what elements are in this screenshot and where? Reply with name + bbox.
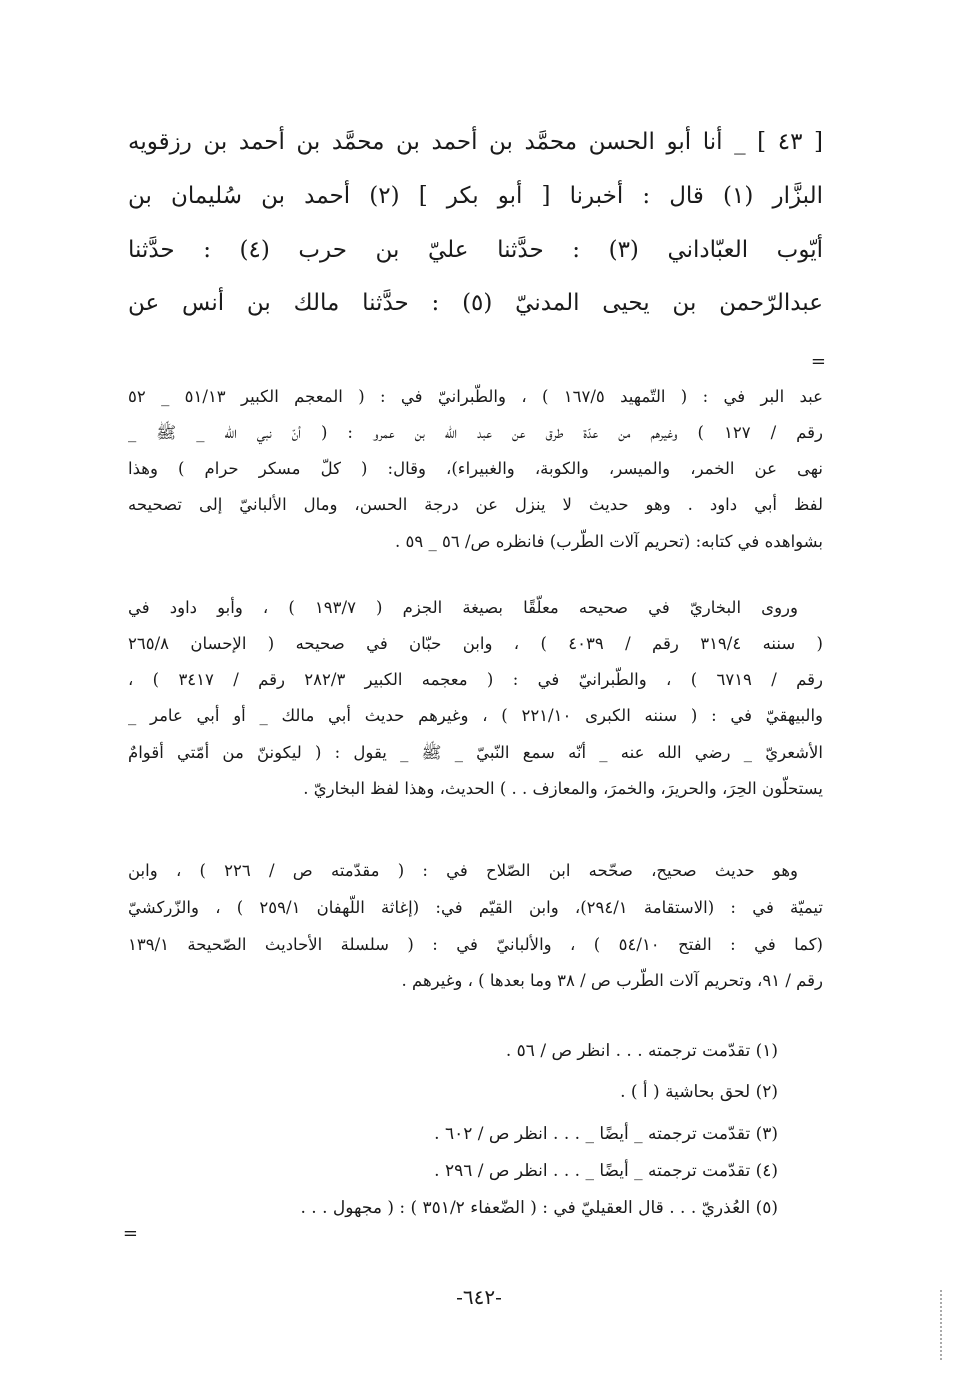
footnote-para2-line-5: الأشعريّ _ رضي الله عنه _ أنّه سمع النّبيّ _ ﷺ _ يقول : ( ليكوننّ من أمّتي أقوامٌ [128,743,823,762]
footnote-para3-line-4: رقم / ٩١، وتحريم آلات الطّرب ص / ٣٨ وما بعدها ) ، وغيرهم . [401,971,823,990]
main-text-line-3: أيّوب العبّاداني (٣) : حدَّثنا عليّ بن حرب (٤) : حدَّثنا [128,237,823,263]
footnote-continuation-line-3: نهى عن الخمر، والميسر، والكوبة، والغبيراء)، وقال: ( كلّ مسكر حرام ) وهذا [128,459,823,478]
main-text-line-4: عبدالرّحمن بن يحيى المدنيّ (٥) : حدَّثنا مالك بن أنس عن [128,290,823,316]
footnote-para3-line-3: (كما في : الفتح ٥٤/١٠ ) ، والألبانيّ في : ( سلسلة الأحاديث الصّحيحة ١٣٩/١ [128,935,823,954]
footnote-para2-line-4: والبيهقيّ في : ( سننه الكبرى ٢٢١/١٠ ) ، وغيرهم حديث أبي مالك _ أو أبي عامر _ [128,706,823,725]
footnote-2: (٢) لحق بحاشية ( أ ) . [620,1082,778,1102]
footnote-para3-line-1: وهو حديث صحيح، صحّحه ابن الصّلاح في : ( مقدّمته ص / ٢٢٦ ) ، وابن [128,861,798,880]
footnote-3: (٣) تقدّمت ترجمته _ أيضًا _ . . . انظر ص / ٦٠٢ . [434,1124,778,1144]
footnote-1: (١) تقدّمت ترجمته . . . انظر ص / ٥٦ . [505,1041,778,1061]
footnote-para2-line-1: وروى البخاريّ في صحيحه معلّقًا بصيغة الجزم ( ١٩٣/٧ ) ، وأبو داود في [128,598,798,617]
footnote-para2-line-6: يستحلّون الحِرَ، والحريرَ، والخمرَ، والمعازف . . ) الحديث، وهذا لفظ البخاريّ . [303,779,823,798]
scan-edge-mark [940,1290,945,1360]
page-number: -٦٤٢- [456,1285,502,1309]
footnote-4: (٤) تقدّمت ترجمته _ أيضًا _ . . . انظر ص / ٢٩٦ . [434,1161,778,1181]
footnote-continuation-line-1: عبد البر في : ( التّمهيد ١٦٧/٥ ) ، والطّبرانيّ في : ( المعجم الكبير ٥١/١٣ _ ٥٢ [128,387,823,406]
footnote-5: (٥) العُذريّ . . . قال العقيليّ في : ( الضّعفاء ٣٥١/٢ ) : ( مجهول . . . [300,1198,778,1218]
footnote-continuation-line-4: لفظ أبي داود . وهو حديث لا ينزل عن درجة الحسن، ومال الألبانيّ إلى تصحيحه [128,495,823,514]
main-text-line-1: [ ٤٣ ] _ أنا أبو الحسن محمَّد بن أحمد بن محمَّد بن أحمد بن رزقويه [128,129,823,155]
main-text-line-2: البزَّار (١) قال : أخبرنا [ أبو بكر ] (٢) أحمد بن سُليمان بن [128,183,823,209]
footnote-para3-line-2: تيميّة في : (الاستقامة ٢٩٤/١)، وابن القيّم في: (إغاثة اللّهفان ٢٥٩/١ ) ، والزّركشيّ [128,898,823,917]
footnote-para2-line-3: رقم / ٦٧١٩ ) ، والطّبرانيّ في : ( معجمه الكبير ٢٨٢/٣ رقم / ٣٤١٧ ) ، [128,670,823,689]
continuation-marker-bottom: = [122,1223,138,1244]
footnote-continuation-line-2: رقم / ١٢٧ ) وغيرهم من عدّة طرق عن عبد الله بن عمرو : ( أنّ نبي الله _ ﷺ _ [128,423,823,442]
footnote-continuation-line-5: بشواهده في كتابه: (تحريم آلات الطّرب) فانظره ص/ ٥٦ _ ٥٩ . [394,532,823,551]
footnote-para2-line-2: ( سننه ٣١٩/٤ رقم / ٤٠٣٩ ) ، وابن حبّان في صحيحه ( الإحسان ٢٦٥/٨ [128,634,823,653]
continuation-marker-top: = [810,351,826,372]
